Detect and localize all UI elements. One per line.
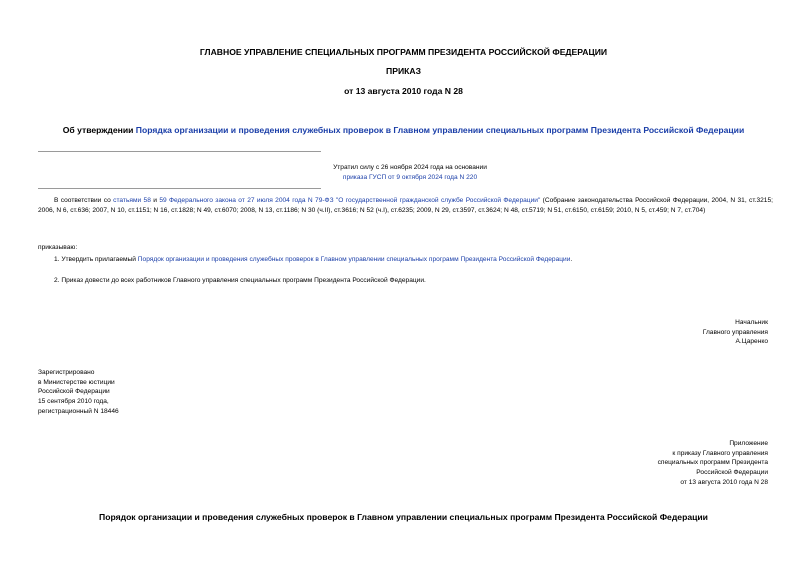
appendix-line-1: Приложение: [729, 440, 768, 447]
registration-line-3: Российской Федерации: [38, 388, 110, 396]
order-item-2: 2. Приказ довести до всех работников Главного управления специальных программ Президента Российской Федерации.: [54, 277, 426, 284]
registration-line-5: регистрационный N 18446: [38, 407, 119, 415]
signature-block: [560, 318, 768, 347]
item1-text: 1. Утвердить прилагаемый: [54, 256, 138, 263]
signature-name: А.Царенко: [735, 338, 768, 346]
status-note: [320, 163, 500, 182]
registration-line-4: 15 сентября 2010 года,: [38, 398, 109, 406]
divider-top: [38, 151, 321, 152]
appendix-line-5: от 13 августа 2010 года N 28: [680, 478, 768, 486]
registration-line-1: Зарегистрировано: [38, 369, 95, 376]
preamble-text-2: и: [150, 197, 160, 204]
preamble-text-1: В соответствии со: [54, 197, 114, 204]
preamble-text-3: (Собрание законодательства Российской Федерации, 2004, N 31, ст.3215; 2006, N 6, ст.636; 2007, N 10, ст.1151; N 16, ст.1828; N 49, ст.6070; 2008, N 13, ст.1186; N 30 (ч.II), ст.3616; N 52 (ч.I), ст.6235; 2009, N 29, ст.3597, ст.3624; N 48, ст.5719; N 51, ст.6150, ст.6159; 2010, N 5, ст.459; N 7, ст.704): [38, 197, 773, 214]
registration-block: [38, 368, 238, 417]
item1-end: .: [570, 256, 573, 263]
appendix-line-3: специальных программ Президента: [657, 459, 768, 467]
org-heading: ГЛАВНОЕ УПРАВЛЕНИЕ СПЕЦИАЛЬНЫХ ПРОГРАММ ПРЕЗИДЕНТА РОССИЙСКОЙ ФЕДЕРАЦИИ: [199, 47, 608, 57]
preamble-link-articles[interactable]: статьями 58: [113, 197, 151, 204]
preamble-link-law[interactable]: 59 Федерального закона от 27 июля 2004 года N 79-ФЗ "О государственной гражданской службе Российской Федерации": [159, 197, 541, 204]
signature-position: Начальник: [735, 319, 768, 326]
title-prefix: Об утверждении: [62, 125, 136, 135]
appendix-line-2: к приказу Главного управления: [672, 449, 768, 457]
appendix-block: [560, 439, 768, 488]
signature-org: Главного управления: [702, 328, 768, 336]
order-item-1: [54, 255, 774, 265]
registration-line-2: в Министерстве юстиции: [38, 378, 115, 386]
status-line-1: Утратил силу с 26 ноября 2024 года на основании: [333, 164, 487, 171]
item1-link[interactable]: Порядок организации и проведения служебных проверок в Главном управлении специальных программ Президента Российской Федерации: [137, 256, 571, 263]
procedure-title: Порядок организации и проведения служебных проверок в Главном управлении специальных программ Президента Российской Федерации: [99, 512, 708, 522]
doc-date-number: от 13 августа 2010 года N 28: [344, 86, 463, 96]
document-title: [0, 125, 807, 135]
order-word: приказываю:: [38, 244, 78, 251]
status-link[interactable]: приказа ГУСП от 9 октября 2024 года N 220: [342, 173, 478, 181]
divider-bottom: [38, 188, 321, 189]
doc-type-heading: ПРИКАЗ: [386, 66, 421, 76]
appendix-line-4: Российской Федерации: [696, 469, 768, 477]
title-link[interactable]: Порядка организации и проведения служебных проверок в Главном управлении специальных программ Президента Российской Федерации: [135, 125, 745, 135]
preamble: [38, 196, 773, 215]
